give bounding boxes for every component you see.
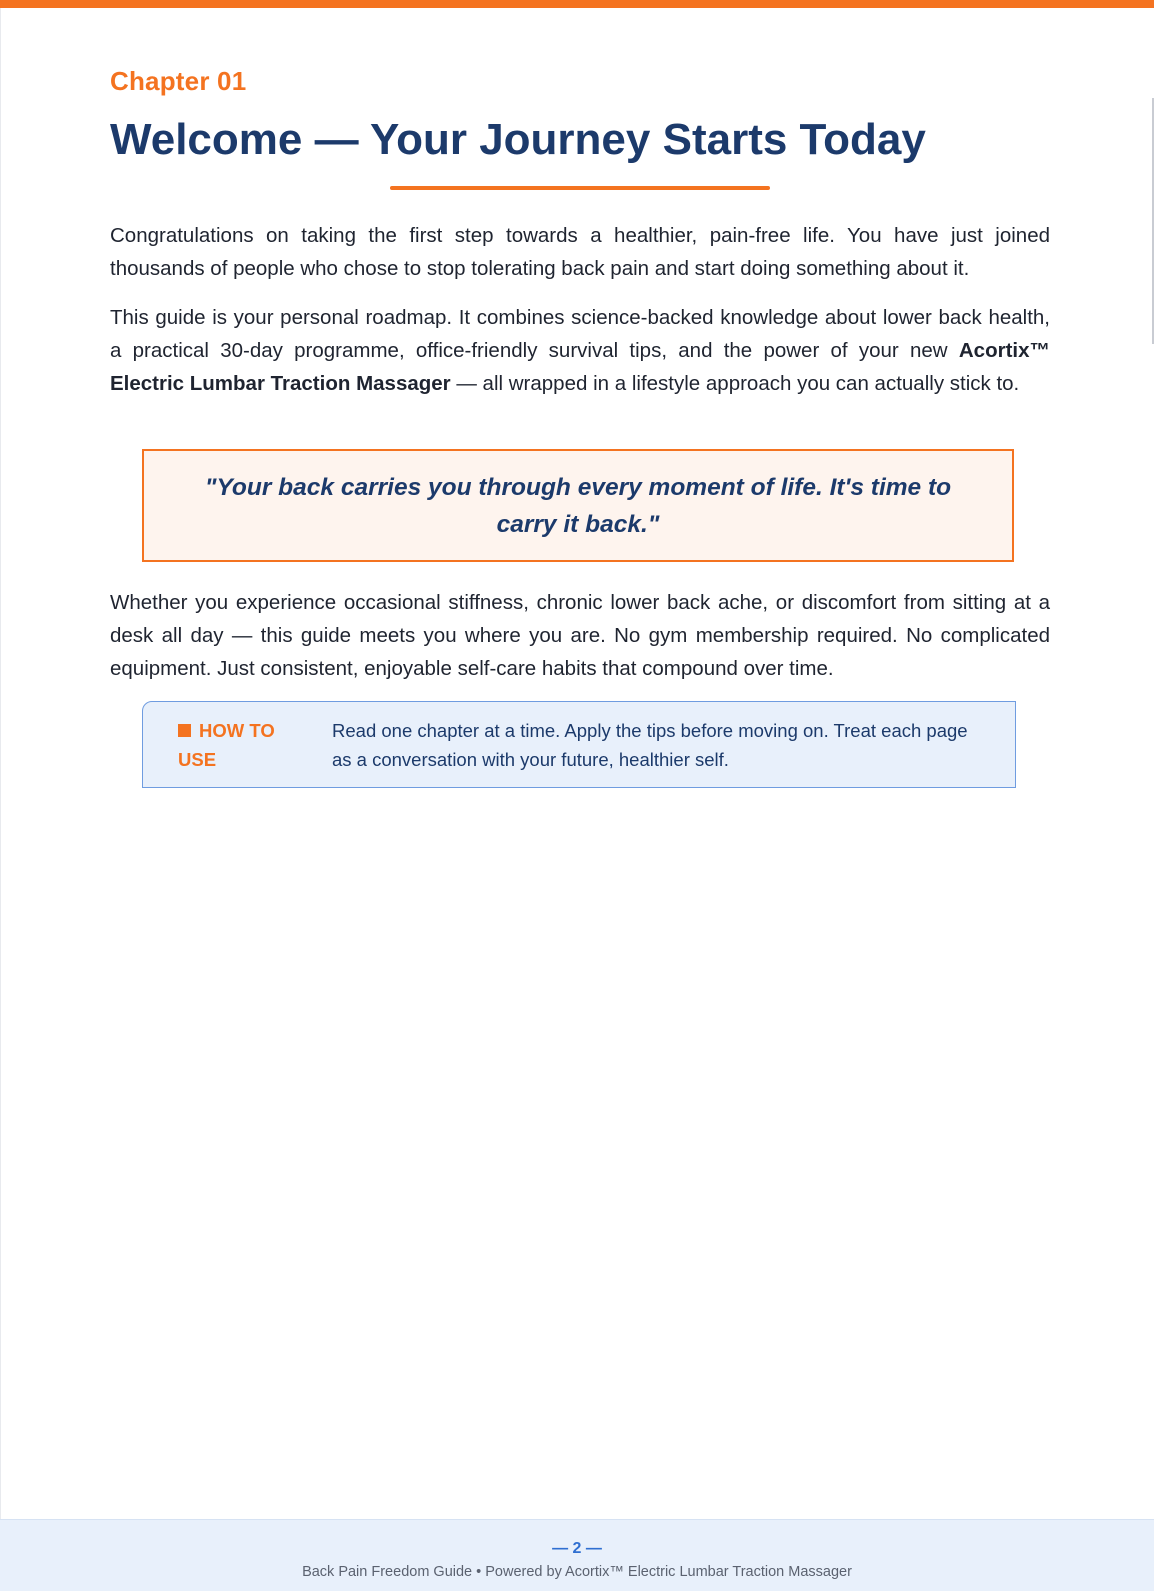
square-bullet-icon [178, 724, 191, 737]
quote-box [142, 449, 1014, 562]
how-to-use-text: Read one chapter at a time. Apply the tips before moving on. Treat each page as a conversation with your future, healthier self. [332, 720, 968, 770]
quote-text: "Your back carries you through every moment of life. It's time to carry it back." [204, 473, 952, 538]
top-accent-bar [0, 0, 1154, 8]
intro-paragraph-2 [110, 301, 1050, 400]
page-number: — 2 — [552, 1540, 602, 1557]
how-to-use-label [178, 716, 308, 774]
footer-text: Back Pain Freedom Guide • Powered by Acortix™ Electric Lumbar Traction Massager [302, 1564, 852, 1580]
page-title: Welcome — Your Journey Starts Today [110, 115, 926, 164]
title-underline [390, 186, 770, 190]
how-to-use-box [142, 701, 1016, 788]
body-paragraph-3: Whether you experience occasional stiffness, chronic lower back ache, or discomfort from sitting at a desk all day — this guide meets you where you are. No gym membership required. No complicated equipment. Just consistent, enjoyable self-care habits that compound over time. [110, 591, 1050, 680]
intro-paragraph-2-start: This guide is your personal roadmap. It combines science-backed knowledge about lower back health, a practical 30-day programme, office-friendly survival tips, and the power of your new [110, 306, 1050, 362]
intro-paragraph-2-end: — all wrapped in a lifestyle approach you can actually stick to. [450, 372, 1020, 395]
intro-paragraph-1: Congratulations on taking the first step towards a healthier, pain-free life. You have just joined thousands of people who chose to stop tolerating back pain and start doing something about it. [110, 224, 1050, 280]
page-footer [0, 1519, 1154, 1591]
product-name: Acortix™ Electric Lumbar Traction Massager [110, 339, 1050, 395]
chapter-label: Chapter 01 [110, 66, 247, 96]
page-left-edge [0, 8, 1, 1519]
how-to-use-label-text: HOW TO USE [178, 720, 275, 770]
